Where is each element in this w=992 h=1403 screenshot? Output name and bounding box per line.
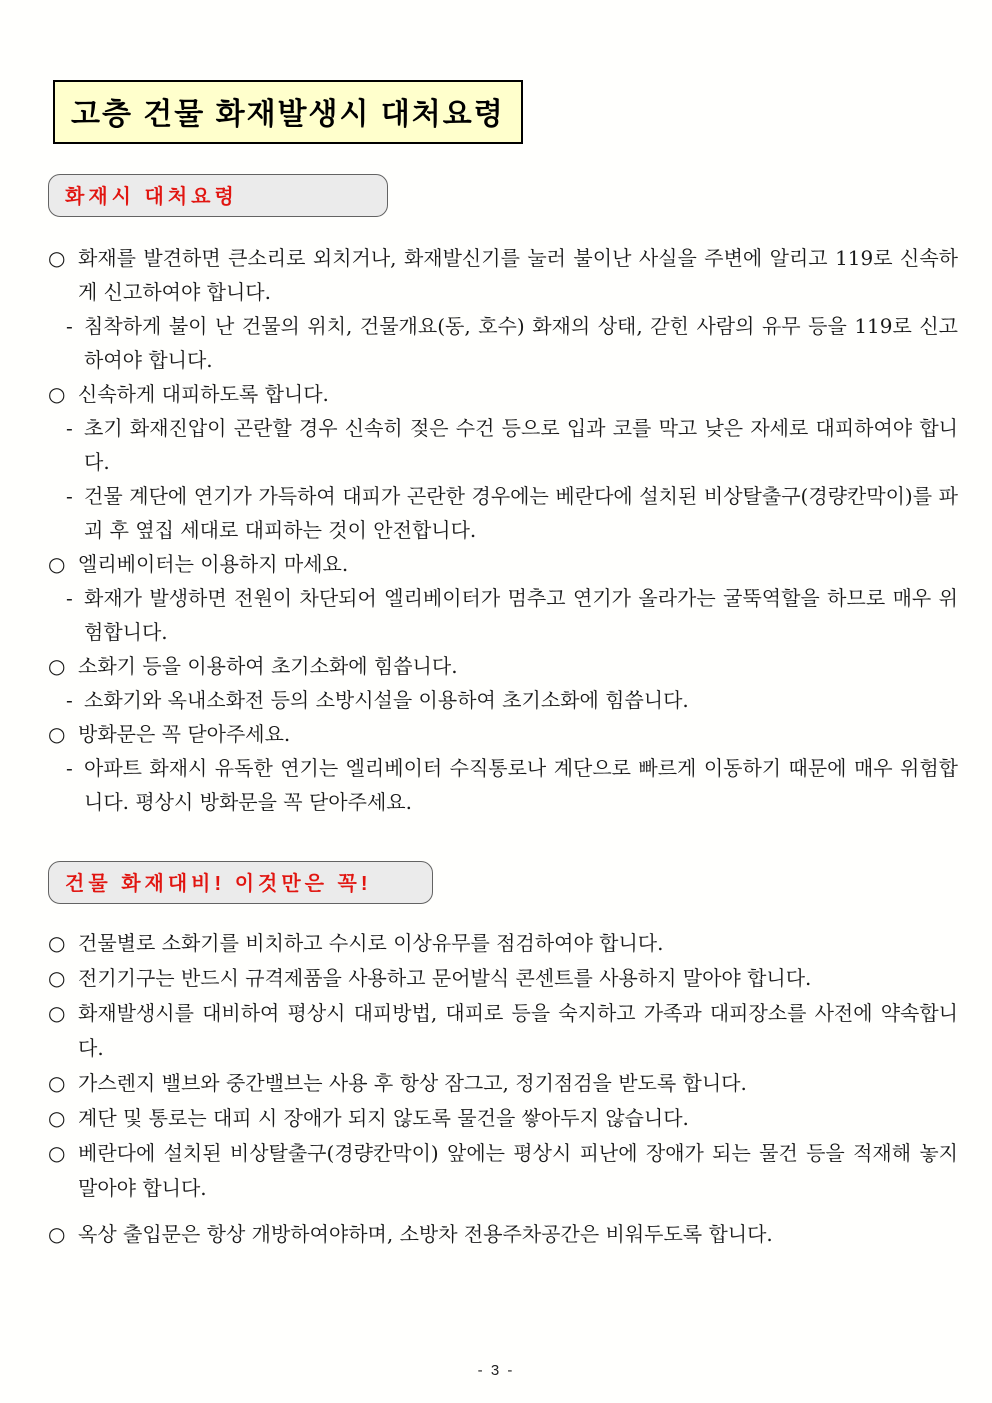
circle-bullet: ○ (48, 722, 66, 746)
circle-bullet: ○ (48, 552, 66, 576)
list-subitem (62, 411, 958, 479)
list-item-text: 신속하게 대피하도록 합니다. (78, 382, 329, 406)
list-item-text: 옥상 출입문은 항상 개방하여야하며, 소방차 전용주차공간은 비워두도록 합니다. (78, 1222, 773, 1246)
dash-bullet: - (66, 484, 73, 508)
list-item-text: 소화기와 옥내소화전 등의 소방시설을 이용하여 초기소화에 힘씁니다. (84, 688, 689, 712)
list-item-text: 아파트 화재시 유독한 연기는 엘리베이터 수직통로나 계단으로 빠르게 이동하기 때문에 매우 위험합니다. 평상시 방화문을 꼭 닫아주세요. (84, 756, 958, 814)
list-item-text: 화재발생시를 대비하여 평상시 대피방법, 대피로 등을 숙지하고 가족과 대피장소를 사전에 약속합니다. (78, 1001, 958, 1060)
list-subitem (62, 683, 958, 717)
list-item (48, 1136, 958, 1206)
circle-bullet: ○ (48, 1071, 66, 1095)
document-title-box (53, 80, 523, 144)
list-subitem (62, 581, 958, 649)
list-item (48, 1101, 958, 1136)
circle-bullet: ○ (48, 382, 66, 406)
section-header-fire-preparedness (48, 861, 433, 904)
list-subitem (62, 309, 958, 377)
list-subitem (62, 751, 958, 819)
dash-bullet: - (66, 314, 73, 338)
list-item-text: 방화문은 꼭 닫아주세요. (78, 722, 291, 746)
dash-bullet: - (66, 756, 73, 780)
list-item (48, 926, 958, 961)
list-item-text: 엘리베이터는 이용하지 마세요. (78, 552, 349, 576)
list-item-text: 건물 계단에 연기가 가득하여 대피가 곤란한 경우에는 베란다에 설치된 비상탈출구(경량칸막이)를 파괴 후 옆집 세대로 대피하는 것이 안전합니다. (84, 484, 958, 542)
dash-bullet: - (66, 586, 73, 610)
circle-bullet: ○ (48, 1106, 66, 1130)
list-item (48, 241, 958, 309)
dash-bullet: - (66, 416, 73, 440)
list-item (48, 649, 958, 683)
fire-preparedness-list (48, 926, 958, 1252)
circle-bullet: ○ (48, 654, 66, 678)
list-item-text: 베란다에 설치된 비상탈출구(경량칸막이) 앞에는 평상시 피난에 장애가 되는 물건 등을 적재해 놓지 말아야 합니다. (78, 1141, 958, 1200)
dash-bullet: - (66, 688, 73, 712)
list-item (48, 717, 958, 751)
list-item (48, 961, 958, 996)
list-item-text: 가스렌지 밸브와 중간밸브는 사용 후 항상 잠그고, 정기점검을 받도록 합니다. (78, 1071, 747, 1095)
list-item-text: 계단 및 통로는 대피 시 장애가 되지 않도록 물건을 쌓아두지 않습니다. (78, 1106, 689, 1130)
list-subitem (62, 479, 958, 547)
list-item-text: 소화기 등을 이용하여 초기소화에 힘씁니다. (78, 654, 458, 678)
circle-bullet: ○ (48, 931, 66, 955)
circle-bullet: ○ (48, 1141, 66, 1165)
list-item-text: 전기기구는 반드시 규격제품을 사용하고 문어발식 콘센트를 사용하지 말아야 합니다. (78, 966, 812, 990)
section-header-label: 건물 화재대비! 이것만은 꼭! (65, 873, 372, 895)
list-item (48, 996, 958, 1066)
list-item (48, 1066, 958, 1101)
list-item (48, 1217, 958, 1252)
list-item (48, 377, 958, 411)
list-item-text: 침착하게 불이 난 건물의 위치, 건물개요(동, 호수) 화재의 상태, 갇힌 사람의 유무 등을 119로 신고하여야 합니다. (84, 314, 958, 372)
circle-bullet: ○ (48, 246, 66, 270)
circle-bullet: ○ (48, 966, 66, 990)
list-item (48, 547, 958, 581)
list-item-text: 건물별로 소화기를 비치하고 수시로 이상유무를 점검하여야 합니다. (78, 931, 664, 955)
section-header-label: 화재시 대처요령 (65, 186, 238, 208)
section-header-fire-response (48, 174, 388, 217)
list-item-text: 초기 화재진압이 곤란할 경우 신속히 젖은 수건 등으로 입과 코를 막고 낮은 자세로 대피하여야 합니다. (84, 416, 958, 474)
list-item-text: 화재가 발생하면 전원이 차단되어 엘리베이터가 멈추고 연기가 올라가는 굴뚝역할을 하므로 매우 위험합니다. (84, 586, 958, 644)
document-title: 고층 건물 화재발생시 대처요령 (71, 98, 505, 131)
list-item-text: 화재를 발견하면 큰소리로 외치거나, 화재발신기를 눌러 불이난 사실을 주변에 알리고 119로 신속하게 신고하여야 합니다. (78, 246, 958, 304)
fire-response-list (48, 241, 958, 819)
page-number: - 3 - (477, 1362, 515, 1379)
circle-bullet: ○ (48, 1001, 66, 1025)
circle-bullet: ○ (48, 1222, 66, 1246)
